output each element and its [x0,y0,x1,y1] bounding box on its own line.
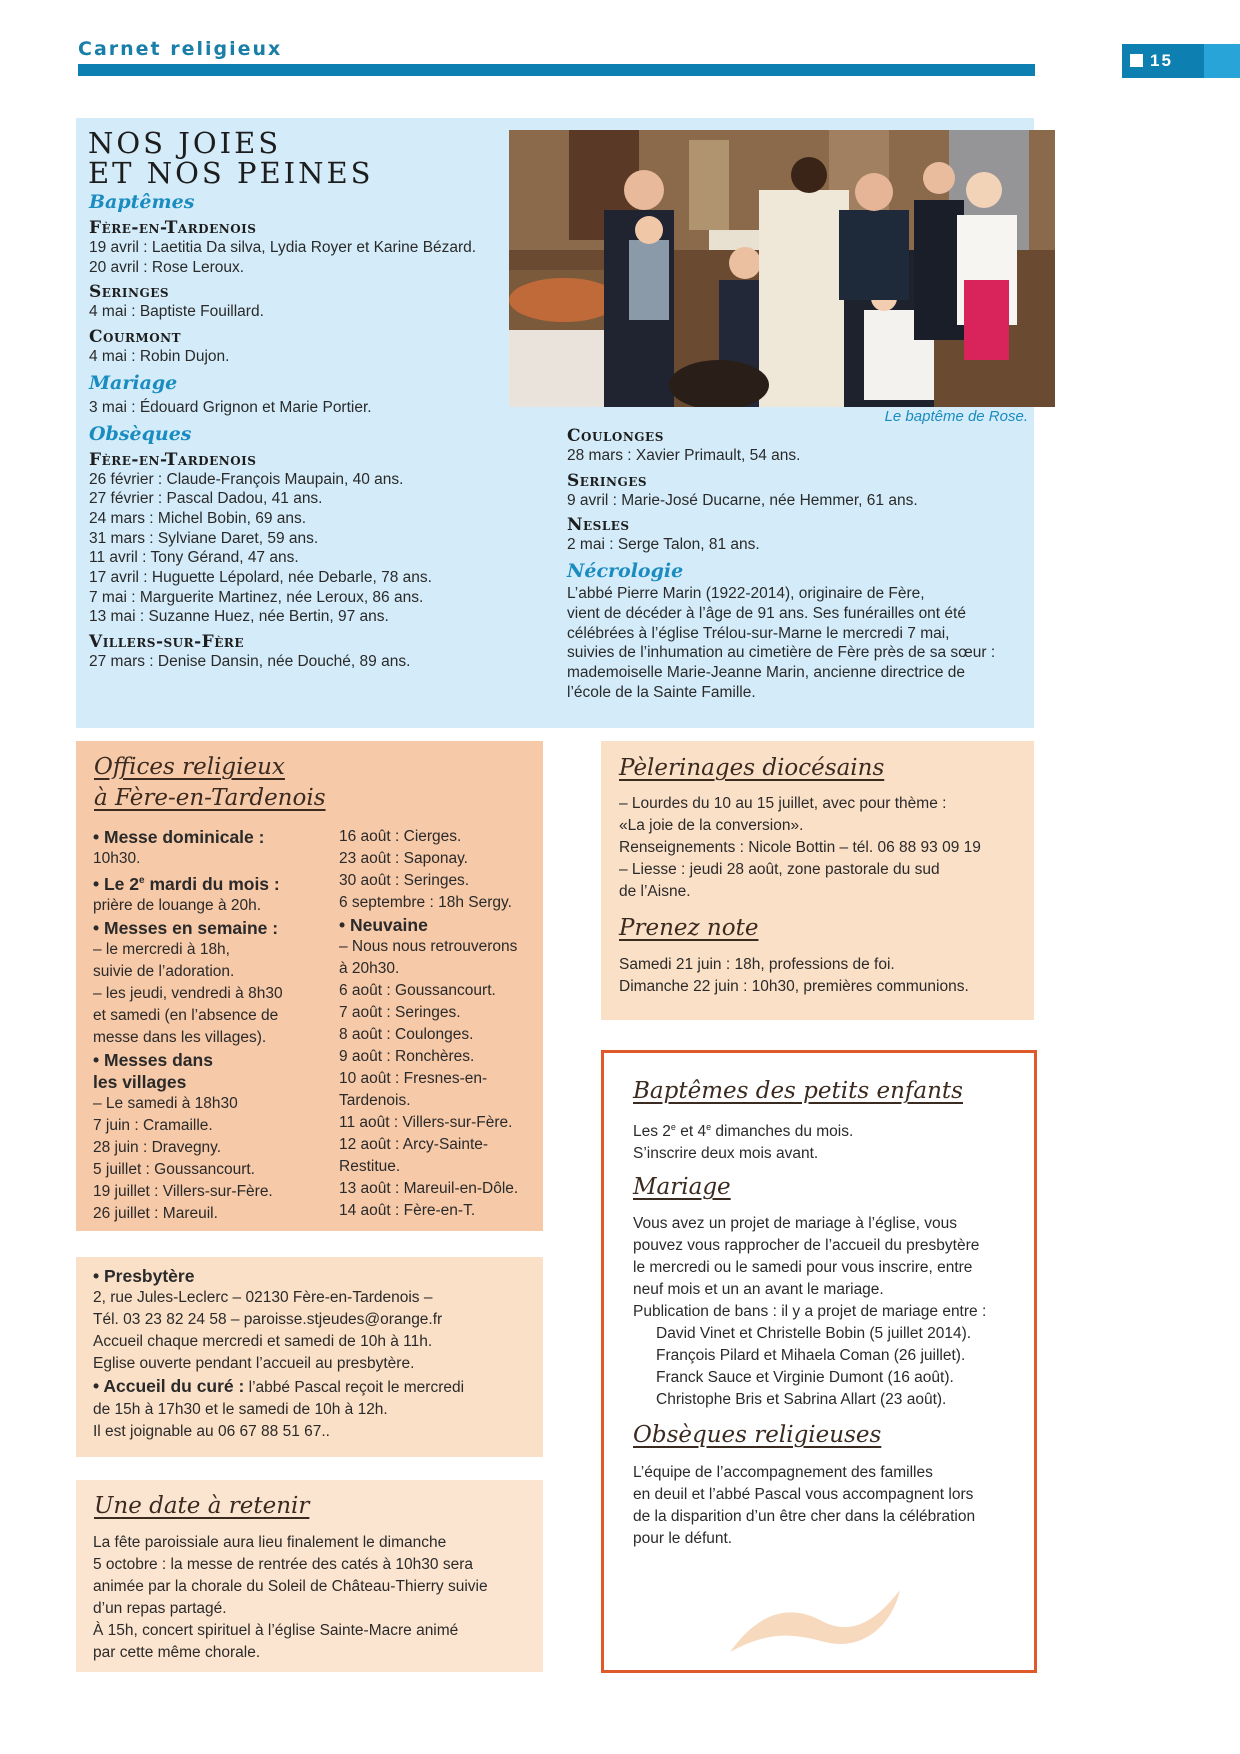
text-line: par cette même chorale. [93,1644,261,1661]
text-line: – Liesse : jeudi 28 août, zone pastorale du sud [619,861,940,878]
text-line: suivies de l’inhumation au cimetière de Fère près de sa sœur : [567,644,996,662]
presbytere-content [93,1265,533,1443]
list-item: Franck Sauce et Virginie Dumont (16 août). [656,1369,954,1386]
text-line: – le mercredi à 18h, [93,940,230,958]
dominicale-label: • Messe dominicale : [93,827,265,847]
cure-text: l’abbé Pascal reçoit le mercredi [244,1379,465,1396]
place-heading: Coulonges [567,426,664,446]
place-heading: Courmont [89,327,182,348]
villages-label: • Messes dans [93,1049,213,1070]
text-line: – les jeudi, vendredi à 8h30 [93,984,283,1002]
baptemes-list [89,238,509,277]
text-line: 12 août : Arcy-Sainte- [339,1136,489,1153]
baptemes-enfants-content [633,1116,1023,1165]
place-heading: Seringes [89,282,170,303]
baptism-photo [509,130,1055,407]
bapt-sup2: e [706,1122,712,1132]
text-line: mademoiselle Marie-Jeanne Marin, ancienne directrice de [567,663,966,681]
pelerinages-content [619,793,1029,903]
text-line: et samedi (en l’absence de [93,1006,279,1024]
obseques-list [567,491,1027,511]
list-item: 20 avril : Rose Leroux. [89,258,245,276]
text-line: Publication de bans : il y a projet de mariage entre : [633,1303,987,1320]
date-content [93,1532,533,1664]
text-line: S’inscrire deux mois avant. [633,1145,819,1163]
offices-heading-line2: à Fère-en-Tardenois [94,785,326,811]
text-line: L’abbé Pierre Marin (1922-2014), originaire de Fère, [567,585,925,603]
place-heading: Fère-en-Tardenois [89,218,257,238]
text-line: Restitue. [339,1158,401,1175]
obseques-list [567,446,1027,466]
bans-list [633,1323,1023,1411]
list-item: François Pilard et Mihaela Coman (26 juillet). [656,1347,966,1364]
text-line: 23 août : Saponay. [339,850,468,867]
villages-label: les villages [93,1071,187,1092]
joys-title [88,128,374,188]
text-line: 2, rue Jules-Leclerc – 02130 Fère-en-Tardenois – [93,1289,433,1306]
list-item: 3 mai : Édouard Grignon et Marie Portier. [89,398,372,416]
bapt-mid: et 4 [675,1123,707,1141]
page-number-badge [1122,44,1206,78]
text-line: 8 août : Coulonges. [339,1026,474,1043]
mardi-sup: e [139,875,145,886]
list-item: 17 avril : Huguette Lépolard, née Debarle, 78 ans. [89,569,432,587]
text-line: 7 juin : Cramaille. [93,1116,213,1134]
text-line: pouvez vous rapprocher de l’accueil du presbytère [633,1237,980,1254]
offices-heading-line1: Offices religieux [94,754,285,780]
text-line: de la disparition d’un être cher dans la célébration [633,1508,976,1525]
list-item: 27 février : Pascal Dadou, 41 ans. [89,490,323,508]
obseques-heading: Obsèques [89,422,192,445]
place-heading: Nesles [567,515,630,536]
offices-left-column [93,826,333,1225]
joys-title-line1: NOS JOIES [88,126,282,160]
page-number: 15 [1150,51,1173,70]
mariage-list [89,398,509,418]
text-line: – Le samedi à 18h30 [93,1094,238,1112]
place-heading: Villers-sur-Fère [89,632,245,653]
list-item: 24 mars : Michel Bobin, 69 ans. [89,509,307,527]
cure-line [93,1375,533,1399]
obseques-list [89,470,509,628]
text-line: Samedi 21 juin : 18h, professions de foi. [619,956,895,973]
date-heading: Une date à retenir [94,1493,310,1519]
baptism-photo-illustration [509,130,1055,407]
joys-left-column [89,191,509,672]
text-line: animée par la chorale du Soleil de Château-Thierry suivie [93,1578,488,1595]
baptemes-enfants-heading: Baptêmes des petits enfants [633,1078,963,1104]
presbytere-label: • Presbytère [93,1266,195,1286]
place-heading: Fère-en-Tardenois [89,449,257,470]
baptemes-list [89,302,509,322]
mardi-label [93,870,333,895]
bapt-sup1: e [670,1122,676,1132]
mardi-label-pre: • Le 2 [93,873,140,894]
text-line: 13 août : Mareuil-en-Dôle. [339,1180,519,1197]
prenez-note-content [619,954,1029,998]
prenez-note-heading: Prenez note [619,915,759,941]
text-line: 6 septembre : 18h Sergy. [339,894,512,911]
swirl-shape [725,1582,905,1662]
text-line: Renseignements : Nicole Bottin – tél. 06 88 93 09 19 [619,839,981,856]
text-line: «La joie de la conversion». [619,817,804,834]
page-square-icon [1130,54,1143,67]
list-item: 28 mars : Xavier Primault, 54 ans. [567,447,801,464]
text-line: 19 juillet : Villers-sur-Fère. [93,1182,273,1200]
text-line: 26 juillet : Mareuil. [93,1204,218,1222]
list-item: 19 avril : Laetitia Da silva, Lydia Royer et Karine Bézard. [89,239,477,256]
mardi-text: prière de louange à 20h. [93,896,262,914]
text-line: de l’Aisne. [619,883,691,900]
text-line: neuf mois et un an avant le mariage. [633,1281,884,1298]
list-item: 31 mars : Sylviane Daret, 59 ans. [89,529,319,547]
text-line: d’un repas partagé. [93,1600,227,1617]
text-line: à 20h30. [339,960,400,977]
text-line: La fête paroissiale aura lieu finalement le dimanche [93,1534,447,1551]
text-line: vient de décéder à l’âge de 91 ans. Ses funérailles ont été [567,604,966,622]
cure-label: • Accueil du curé : [93,1376,245,1396]
list-item: 2 mai : Serge Talon, 81 ans. [567,536,760,554]
place-heading: Seringes [567,470,648,491]
obseques-list [567,535,1027,555]
text-line: – Nous nous retrouverons [339,938,518,955]
text-line: messe dans les villages). [93,1028,267,1046]
text-line [633,1116,1023,1143]
text-line: 7 août : Seringes. [339,1004,461,1021]
obseques-info-content [633,1462,1023,1550]
mariage-info-heading: Mariage [633,1174,731,1200]
text-line: l’école de la Sainte Famille. [567,683,756,701]
text-line: 14 août : Fère-en-T. [339,1202,476,1219]
text-line: 11 août : Villers-sur-Fère. [339,1114,513,1131]
text-line: le mercredi ou le samedi pour vous inscrire, entre [633,1259,973,1276]
text-line: L’équipe de l’accompagnement des familles [633,1464,933,1481]
text-line: À 15h, concert spirituel à l’église Sainte-Macre animé [93,1622,459,1639]
page-badge-strip [1204,44,1240,78]
text-line: Eglise ouverte pendant l’accueil au presbytère. [93,1355,415,1372]
text-line: Vous avez un projet de mariage à l’église, vous [633,1215,957,1232]
text-line: 6 août : Goussancourt. [339,982,496,999]
list-item: 11 avril : Tony Gérand, 47 ans. [89,549,299,567]
text-line: Accueil chaque mercredi et samedi de 10h à 11h. [93,1333,433,1350]
text-line: 5 octobre : la messe de rentrée des catés à 10h30 sera [93,1556,473,1573]
text-line: Tardenois. [339,1092,411,1109]
header-rule [78,64,1035,76]
semaine-label: • Messes en semaine : [93,917,279,938]
text-line: 16 août : Cierges. [339,828,462,845]
list-item: 9 avril : Marie-José Ducarne, née Hemmer, 61 ans. [567,491,918,509]
text-line: 10 août : Fresnes-en- [339,1070,488,1087]
bapt-pre: Les 2 [633,1123,671,1141]
joys-right-column [567,426,1027,702]
text-line: Il est joignable au 06 67 88 51 67.. [93,1423,330,1440]
mariage-info-content [633,1213,1023,1411]
list-item: 4 mai : Robin Dujon. [89,348,230,366]
text-line: célébrées à l’église Trélou-sur-Marne le mercredi 7 mai, [567,624,950,642]
list-item: David Vinet et Christelle Bobin (5 juillet 2014). [656,1325,972,1342]
decorative-swirl-icon [725,1582,905,1662]
text-line: en deuil et l’abbé Pascal vous accompagnent lors [633,1486,974,1503]
text-line: – Lourdes du 10 au 15 juillet, avec pour thème : [619,795,947,812]
text-line: Dimanche 22 juin : 10h30, premières communions. [619,978,969,995]
text-line: 28 juin : Dravegny. [93,1138,222,1156]
dominicale-time: 10h30. [93,850,141,867]
text-line: suivie de l’adoration. [93,962,235,980]
neuvaine-label: • Neuvaine [339,915,428,935]
necrologie-text [567,584,1027,702]
baptemes-list [89,347,509,367]
text-line: 5 juillet : Goussancourt. [93,1160,255,1178]
mariage-heading: Mariage [89,371,178,394]
baptemes-heading: Baptêmes [89,191,195,213]
text-line: de 15h à 17h30 et le samedi de 10h à 12h. [93,1401,388,1418]
pelerinages-heading: Pèlerinages diocésains [619,755,885,781]
obseques-list [89,652,509,672]
text-line: 9 août : Ronchères. [339,1048,475,1065]
bapt-post: dimanches du mois. [711,1123,854,1141]
offices-heading [94,752,326,814]
list-item: 13 mai : Suzanne Huez, née Bertin, 97 ans. [89,608,389,626]
joys-title-line2: ET NOS PEINES [88,156,374,190]
list-item: 4 mai : Baptiste Fouillard. [89,303,264,321]
photo-caption: Le baptême de Rose. [884,408,1028,425]
mardi-label-post: mardi du mois : [144,873,280,894]
list-item: 26 février : Claude-François Maupain, 40 ans. [89,470,404,488]
offices-right-column [339,826,539,1222]
list-item: 7 mai : Marguerite Martinez, née Leroux, 86 ans. [89,588,424,606]
section-title: Carnet religieux [78,38,283,60]
text-line: 30 août : Seringes. [339,872,470,889]
list-item: Christophe Bris et Sabrina Allart (23 août). [656,1391,947,1408]
text-line: Tél. 03 23 82 24 58 – paroisse.stjeudes@orange.fr [93,1311,443,1328]
list-item: 27 mars : Denise Dansin, née Douché, 89 ans. [89,653,411,671]
obseques-info-heading: Obsèques religieuses [633,1422,882,1448]
text-line: pour le défunt. [633,1530,733,1547]
necrologie-heading: Nécrologie [567,560,684,583]
